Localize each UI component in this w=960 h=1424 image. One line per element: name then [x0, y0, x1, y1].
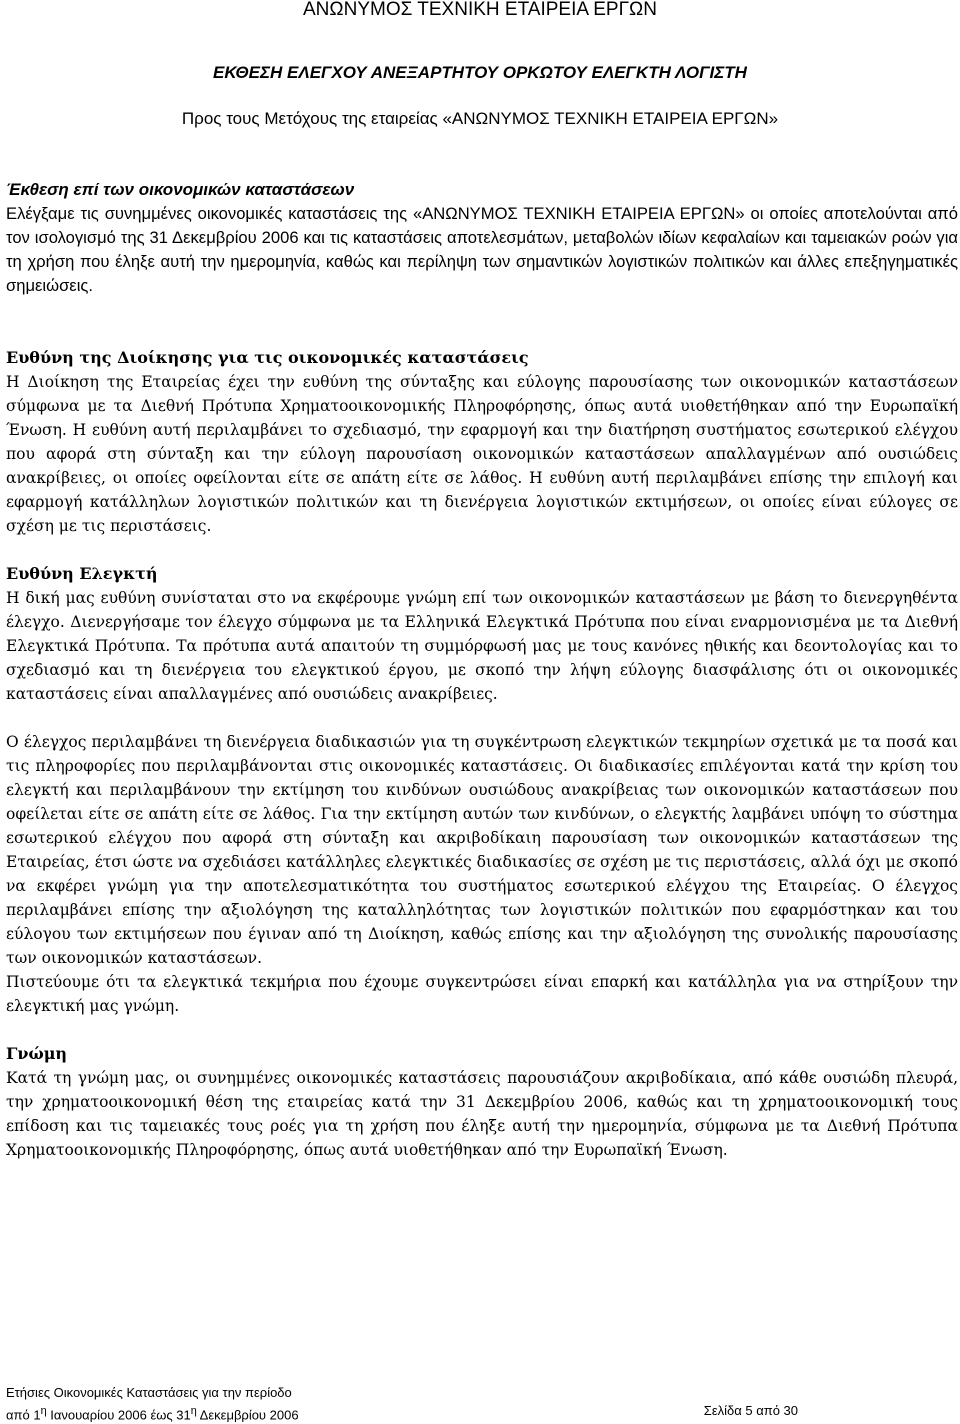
spacer [6, 706, 958, 730]
opinion-heading: Γνώμη [6, 1044, 68, 1063]
footer-ordinal: η [40, 1405, 47, 1417]
management-responsibility-heading: Ευθύνη της Διοίκησης για τις οικονομικές καταστάσεις [6, 348, 529, 367]
spacer [6, 1018, 958, 1042]
section-paragraph: Ελέγξαμε τις συνημμένες οικονομικές καταστάσεις της «ΑΝΩΝΥΜΟΣ ΤΕΧΝΙΚΗ ΕΤΑΙΡΕΙΑ ΕΡΓΩΝ» οι οποίες αποτελούνται από τον ισολογισμό της 31 Δεκεμβρίου 2006 και τις καταστάσεις αποτελεσμάτων, μεταβολών ιδίων κεφαλαίων και ταμειακών ροών για τη χρήση που έληξε αυτή την ημερομηνία, καθώς και περίληψη των σημαντικών λογιστικών πολιτικών και άλλες επεξηγηματικές σημειώσεις. [6, 204, 958, 295]
financial-statements-section [6, 178, 958, 298]
spacer [6, 538, 958, 562]
footer-line-1: Ετήσιες Οικονομικές Καταστάσεις για την περίοδο [6, 1385, 292, 1400]
company-header: ΑΝΩΝΥΜΟΣ ΤΕΧΝΙΚΗ ΕΤΑΙΡΕΙΑ ΕΡΓΩΝ [303, 0, 657, 20]
report-body [6, 346, 958, 1162]
opinion-paragraph: Κατά τη γνώμη μας, οι συνημμένες οικονομικές καταστάσεις παρουσιάζουν ακριβοδίκαια, από κάθε ουσιώδη πλευρά, την χρηματοοικονομική θέση της εταιρείας κατά την 31 Δεκεμβρίου 2006, καθώς και τη χρηματοοικονομική τους επίδοση και τις ταμειακές τους ροές για τη χρήση που έληξε αυτή την ημερομηνία, σύμφωνα με τα Διεθνή Πρότυπα Χρηματοοικονομικής Πληροφόρησης, όπως αυτά υιοθετήθηκαν από την Ευρωπαϊκή Ένωση. [6, 1069, 958, 1159]
footer-period-suffix: Δεκεμβρίου 2006 [196, 1407, 299, 1423]
auditor-responsibility-paragraph-1: Η δική μας ευθύνη συνίσταται στο να εκφέρουμε γνώμη επί των οικονομικών καταστάσεων με βάση το διενεργηθέντα έλεγχο. Διενεργήσαμε τον έλεγχο σύμφωνα με τα Ελληνικά Ελεγκτικά Πρότυπα που είναι εναρμονισμένα με τα Διεθνή Ελεγκτικά Πρότυπα. Τα πρότυπα αυτά απαιτούν τη συμμόρφωσή μας με τους κανόνες ηθικής και δεοντολογίας και το σχεδιασμό και τη διενέργεια του ελεγκτικού έργου, με σκοπό την λήψη εύλογης διασφάλισης ότι οι οικονομικές καταστάσεις είναι απαλλαγμένες από ουσιώδεις ανακρίβειες. [6, 589, 958, 703]
auditor-responsibility-paragraph-2: Ο έλεγχος περιλαμβάνει τη διενέργεια διαδικασιών για τη συγκέντρωση ελεγκτικών τεκμηρίων σχετικά με τα ποσά και τις πληροφορίες που περιλαμβάνονται στις οικονομικές καταστάσεις. Οι διαδικασίες επιλέγονται κατά την κρίση του ελεγκτή και περιλαμβάνουν την εκτίμηση του κινδύνων ουσιώδους ανακρίβειας των οικονομικών καταστάσεων που οφείλεται είτε σε απάτη είτε σε λάθος. Για την εκτίμηση αυτών των κινδύνων, ο ελεγκτής λαμβάνει υπόψη το σύστημα εσωτερικού ελέγχου που αφορά στη σύνταξη και ακριβοδίκαιη παρουσίαση των οικονομικών καταστάσεων της Εταιρείας, έτσι ώστε να σχεδιάσει κατάλληλες ελεγκτικές διαδικασίες σε σχέση με τις περιστάσεις, αλλά όχι με σκοπό να εκφέρει γνώμη για την αποτελεσματικότητα του συστήματος εσωτερικού ελέγχου της Εταιρείας. Ο έλεγχος περιλαμβάνει επίσης την αξιολόγηση της καταλληλότητας των λογιστικών πολιτικών που εφαρμόστηκαν και του εύλογου των εκτιμήσεων που έγιναν από τη Διοίκηση, καθώς επίσης και την αξιολόγηση της συνολικής παρουσίασης των οικονομικών καταστάσεων. [6, 733, 958, 967]
recipient-line: Προς τους Μετόχους της εταιρείας «ΑΝΩΝΥΜΟΣ ΤΕΧΝΙΚΗ ΕΤΑΙΡΕΙΑ ΕΡΓΩΝ» [181, 109, 779, 128]
report-title: ΕΚΘΕΣΗ ΕΛΕΓΧΟΥ ΑΝΕΞΑΡΤΗΤΟΥ ΟΡΚΩΤΟΥ ΕΛΕΓΚΤΗ ΛΟΓΙΣΤΗ [213, 63, 747, 82]
auditor-responsibility-paragraph-3: Πιστεύουμε ότι τα ελεγκτικά τεκμήρια που έχουμε συγκεντρώσει είναι επαρκή και κατάλληλα για να στηρίξουν την ελεγκτική μας γνώμη. [6, 973, 958, 1015]
page-number: Σελίδα 5 από 30 [703, 1403, 798, 1418]
section-heading: Έκθεση επί των οικονομικών καταστάσεων [6, 180, 355, 199]
footer-period-prefix: από 1 [6, 1407, 41, 1423]
page-footer [6, 1384, 958, 1424]
auditor-responsibility-heading: Ευθύνη Ελεγκτή [6, 564, 158, 583]
footer-period-mid: Ιανουαρίου 2006 έως 31 [46, 1407, 191, 1423]
footer-ordinal: η [190, 1405, 197, 1417]
management-responsibility-paragraph: Η Διοίκηση της Εταιρείας έχει την ευθύνη της σύνταξης και εύλογης παρουσίασης των οικονομικών καταστάσεων σύμφωνα με τα Διεθνή Πρότυπα Χρηματοοικονομικής Πληροφόρησης, όπως αυτά υιοθετήθηκαν από την Ευρωπαϊκή Ένωση. Η ευθύνη αυτή περιλαμβάνει το σχεδιασμό, την εφαρμογή και την διατήρηση συστήματος εσωτερικού ελέγχου που αφορά στη σύνταξη και την εύλογη παρουσίαση οικονομικών καταστάσεων απαλλαγμένων από ουσιώδεις ανακρίβειες, οι οποίες οφείλονται είτε σε απάτη είτε σε λάθος. Η ευθύνη αυτή περιλαμβάνει επίσης την επιλογή και εφαρμογή κατάλληλων λογιστικών πολιτικών και τη διενέργεια λογιστικών εκτιμήσεων, οι οποίες είναι εύλογες σε σχέση με τις περιστάσεις. [6, 373, 958, 535]
